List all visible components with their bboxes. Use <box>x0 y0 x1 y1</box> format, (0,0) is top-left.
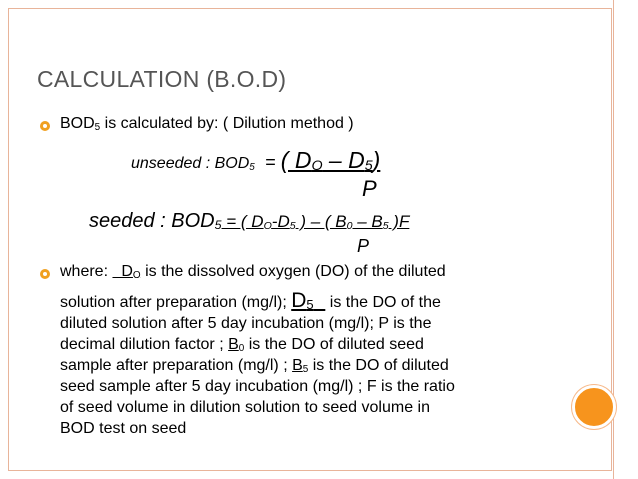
seeded-formula: seeded : $BOD_5$ = ( $D_O-D_5$ ) – ( $B_0 - B_5$ )F <box>89 210 410 232</box>
bullet-2-line-6: seed sample after 5 day incubation (mg/l) ; F is the ratio <box>60 378 455 395</box>
bullet-2-line-2: solution after preparation (mg/l); $D_5$ is the DO of the <box>60 289 441 312</box>
bullet-1-text: $BOD_5$ is calculated by: ( Dilution method ) <box>60 115 354 133</box>
bullet-2-line-5: sample after preparation (mg/l) ; $B_5$ is the DO of diluted <box>60 357 449 375</box>
unseeded-denominator: P <box>362 176 377 201</box>
bullet-2-line-4: decimal dilution factor ; $B_0$ is the DO of diluted seed <box>60 336 424 354</box>
bullet-2-line-1: where: $D_O$ is the dissolved oxygen (DO) of the diluted <box>60 263 446 281</box>
slide-title: CALCULATION (B.O.D) <box>37 66 287 92</box>
decorative-circle <box>572 385 616 429</box>
bullet-2-line-3: diluted solution after 5 day incubation (mg/l); P is the <box>60 315 432 332</box>
bullet-icon <box>40 269 50 279</box>
unseeded-formula: unseeded : $BOD_5$ = ( $D_O - D_5$) <box>131 147 381 174</box>
seeded-denominator: P <box>357 236 370 256</box>
bullet-icon <box>40 121 50 131</box>
bullet-2-line-7: of seed volume in dilution solution to seed volume in <box>60 399 430 416</box>
bullet-2-line-8: BOD test on seed <box>60 420 187 437</box>
